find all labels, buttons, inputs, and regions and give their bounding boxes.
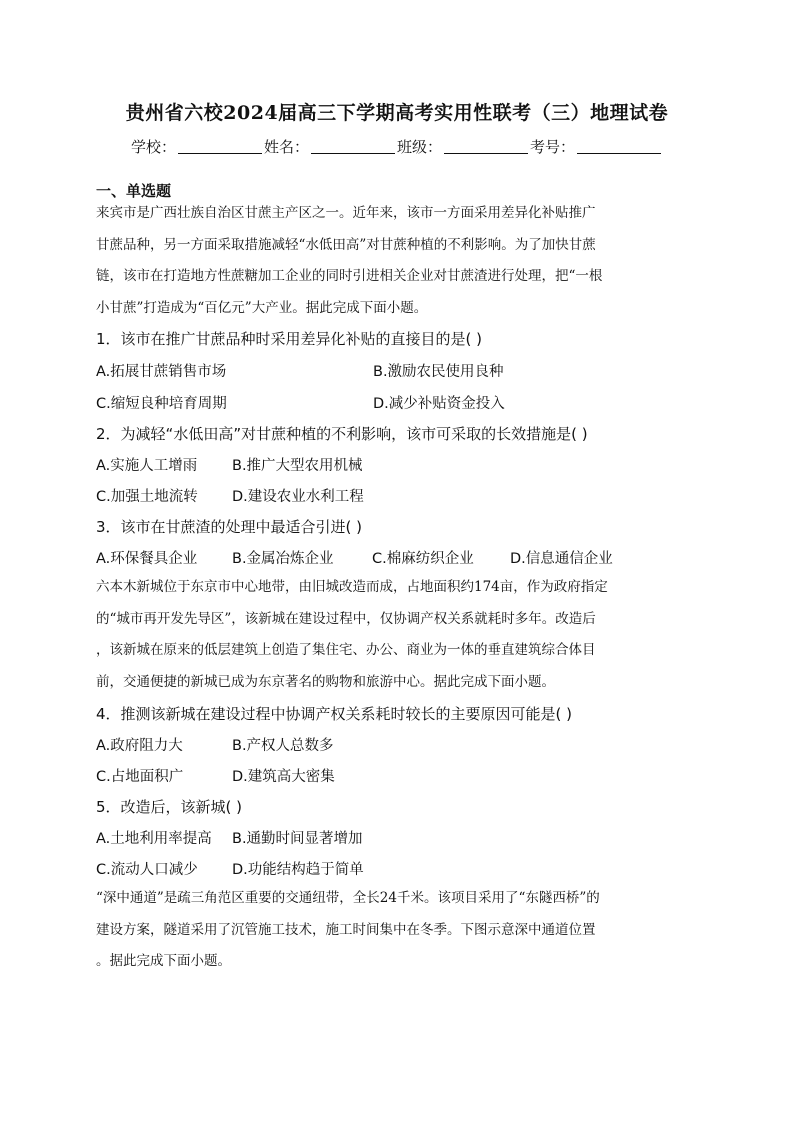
q4-option-d[interactable]: D.建筑高大密集: [232, 769, 335, 785]
q1-option-d[interactable]: D.减少补贴资金投入: [373, 396, 505, 412]
question-2: 2．为减轻“水低田高”对甘蔗种植的不利影响，该市可采取的长效措施是( ): [96, 425, 588, 443]
passage-2: [96, 572, 698, 698]
passage-3: [96, 883, 698, 978]
school-label: 学校：: [130, 138, 176, 156]
passage-line: 链，该市在打造地方性蔗糖加工企业的同时引进相关企业对甘蔗渣进行处理，把“一根: [96, 268, 603, 284]
question-3: 3．该市在甘蔗渣的处理中最适合引进( ): [96, 518, 363, 536]
passage-line: 。据此完成下面小题。: [96, 953, 231, 969]
q5-option-a[interactable]: A.土地利用率提高: [96, 831, 212, 847]
question-4: 4．推测该新城在建设过程中协调产权关系耗时较长的主要原因可能是( ): [96, 705, 573, 723]
passage-line: 小甘蔗”打造成为“百亿元”大产业。据此完成下面小题。: [96, 299, 428, 316]
q2-option-c[interactable]: C.加强土地流转: [96, 489, 198, 505]
passage-line: 甘蔗品种，另一方面采取措施减轻“水低田高”对甘蔗种植的不利影响。为了加快甘蔗: [96, 236, 596, 253]
class-blank: [444, 139, 528, 154]
name-label: 姓名：: [263, 138, 309, 156]
question-1: 1．该市在推广甘蔗品种时采用差异化补贴的直接目的是( ): [96, 330, 483, 348]
passage-1: [96, 198, 698, 324]
q3-option-b[interactable]: B.金属冶炼企业: [232, 551, 334, 567]
number-label: 考号：: [530, 138, 576, 156]
class-label: 班级：: [397, 138, 443, 156]
section-heading: 一、单选题: [96, 182, 172, 200]
passage-line: 建设方案，隧道采用了沉管施工技术，施工时间集中在冬季。下图示意深中通道位置: [96, 921, 596, 938]
q2-option-d[interactable]: D.建设农业水利工程: [232, 489, 364, 505]
number-blank: [577, 139, 661, 154]
q1-option-b[interactable]: B.激励农民使用良种: [373, 364, 504, 380]
student-info-line: [0, 136, 794, 157]
q3-option-c[interactable]: C.棉麻纺织企业: [372, 551, 474, 567]
q3-option-a[interactable]: A.环保餐具企业: [96, 551, 198, 567]
q4-option-a[interactable]: A.政府阻力大: [96, 738, 183, 754]
q5-option-c[interactable]: C.流动人口减少: [96, 862, 198, 878]
q3-option-d[interactable]: D.信息通信企业: [510, 551, 613, 567]
passage-line: 六本木新城位于东京市中心地带，由旧城改造而成，占地面积约174亩，作为政府指定: [96, 579, 608, 595]
passage-line: 的“城市再开发先导区”，该新城在建设过程中，仅协调产权关系就耗时多年。改造后: [96, 610, 596, 627]
q1-option-c[interactable]: C.缩短良种培育周期: [96, 396, 227, 412]
q4-option-b[interactable]: B.产权人总数多: [232, 738, 334, 754]
exam-title: 贵州省六校2024届高三下学期高考实用性联考（三）地理试卷: [125, 102, 669, 124]
q1-option-a[interactable]: A.拓展甘蔗销售市场: [96, 364, 227, 380]
passage-line: 来宾市是广西壮族自治区甘蔗主产区之一。近年来，该市一方面采用差异化补贴推广: [96, 205, 596, 221]
q5-option-d[interactable]: D.功能结构趋于简单: [232, 862, 364, 878]
q2-option-a[interactable]: A.实施人工增雨: [96, 458, 198, 474]
q4-option-c[interactable]: C.占地面积广: [96, 769, 184, 785]
question-5: 5．改造后，该新城( ): [96, 798, 243, 816]
passage-line: “深中通道”是疏三角范区重要的交通纽带，全长24千米。该项目采用了“东隧西桥”的: [96, 890, 600, 906]
passage-line: 前，交通便捷的新城已成为东京著名的购物和旅游中心。据此完成下面小题。: [96, 673, 555, 690]
passage-line: ，该新城在原来的低层建筑上创造了集住宅、办公、商业为一体的垂直建筑综合体目: [96, 642, 596, 658]
name-blank: [311, 139, 395, 154]
q5-option-b[interactable]: B.通勤时间显著增加: [232, 831, 363, 847]
q2-option-b[interactable]: B.推广大型农用机械: [232, 458, 363, 474]
school-blank: [178, 139, 262, 154]
